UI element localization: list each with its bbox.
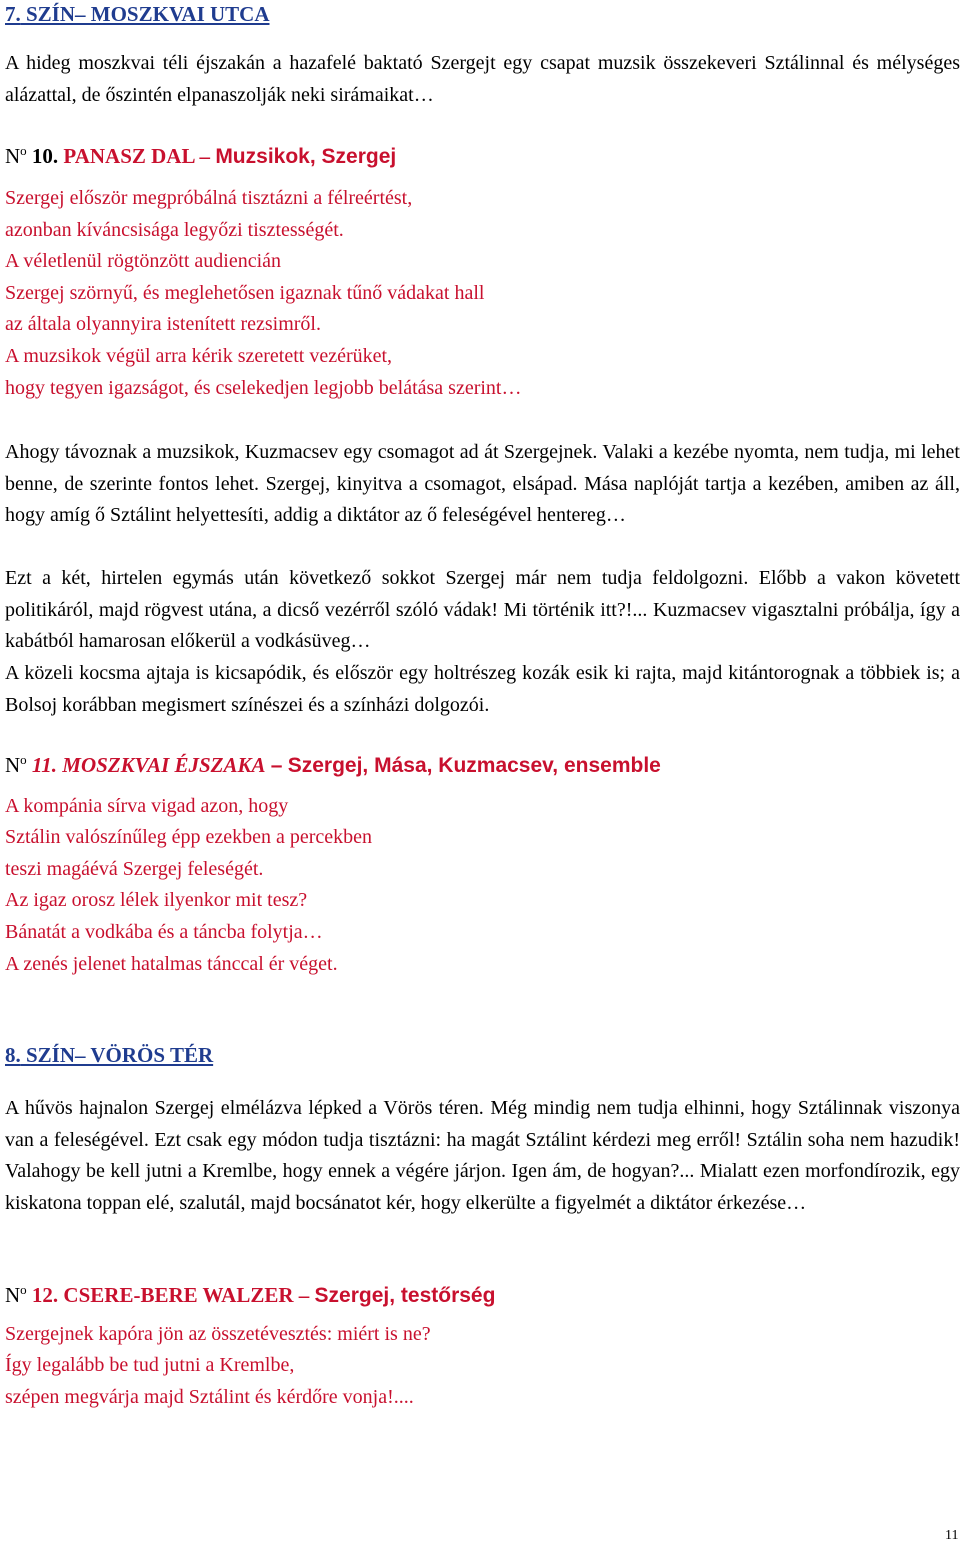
song-10-line: A muzsikok végül arra kérik szeretett vezérüket, <box>5 345 393 367</box>
song-10-line: A véletlenül rögtönzött audiencián <box>5 250 282 272</box>
song-10-line: Szergej először megpróbálná tisztázni a félreértést, <box>5 187 413 209</box>
song-11-line: teszi magáévá Szergej feleségét. <box>5 858 264 880</box>
song-10-line: hogy tegyen igazságot, és cselekedjen legjobb belátása szerint… <box>5 377 522 399</box>
song-11-heading <box>5 752 661 778</box>
scene-8-number: 8. <box>5 1043 21 1067</box>
song-11-n: N <box>5 753 21 777</box>
scene-7-number: 7. <box>5 2 21 26</box>
song-12-line: Így legalább be tud jutni a Kremlbe, <box>5 1354 295 1376</box>
song-10-title: PANASZ DAL – <box>63 144 211 168</box>
song-12-line: Szergejnek kapóra jön az összetévesztés: miért is ne? <box>5 1323 431 1345</box>
song-10-number: 10. <box>31 144 59 168</box>
song-11-line: A zenés jelenet hatalmas tánccal ér véget. <box>5 953 338 975</box>
scene-8-heading <box>5 1043 213 1068</box>
song-11-number: 11. <box>31 753 58 777</box>
page-number: 11 <box>945 1528 959 1543</box>
song-11-line: A kompánia sírva vigad azon, hogy <box>5 795 289 817</box>
song-10-after-paragraph: A közeli kocsma ajtaja is kicsapódik, és először egy holtrészeg kozák esik ki rajta, majd kitántorognak a többiek is; a Bolsoj korábban megismert színészei és a színházi dolgozói. <box>5 662 960 716</box>
song-10-line: azonban kíváncsisága legyőzi tisztességét. <box>5 219 344 241</box>
scene-7-intro: A hideg moszkvai téli éjszakán a hazafelé baktató Szergejt egy csapat muzsik összekeveri Sztálinnal és mélységes alázattal, de őszintén elpanaszolják neki sirámaikat… <box>5 52 960 106</box>
song-11-line: Bánatát a vodkába és a táncba folytja… <box>5 921 323 943</box>
scene-8-title: SZÍN– VÖRÖS TÉR <box>26 1043 214 1067</box>
song-12-number: 12. <box>31 1283 59 1307</box>
scene-7-title: SZÍN– MOSZKVAI UTCA <box>26 2 270 26</box>
song-10-sup: o <box>20 143 27 158</box>
song-11-sup: o <box>20 752 27 767</box>
song-10-cast: Muzsikok, Szergej <box>215 145 397 168</box>
song-12-cast: Szergej, testőrség <box>314 1284 496 1307</box>
song-12-line: szépen megvárja majd Sztálint és kérdőre vonja!.... <box>5 1386 414 1408</box>
scene-8-paragraph: A hűvös hajnalon Szergej elmélázva lépked a Vörös téren. Még mindig nem tudja elhinni, hogy Sztálinnak viszonya van a feleségével. Ezt csak egy módon tudja tisztázni: ha magát Sztálint kérdezi meg erről! Sztálin soha nem hazudik! Valahogy be kell jutni a Kremlbe, hogy ennek a végére járjon. Igen ám, de hogyan?... Mialatt ezen morfondírozik, egy kiskatona toppan elé, szalutál, majd bocsánatot kér, hogy elkerülte a figyelmét a diktátor érkezése… <box>5 1097 960 1214</box>
song-11-line: Az igaz orosz lélek ilyenkor mit tesz? <box>5 889 308 911</box>
song-10-after-paragraph: Ezt a két, hirtelen egymás után következő sokkot Szergej már nem tudja feldolgozni. Előbb a vakon követett politikáról, majd rögvest utána, a dicső vezérről szóló vádak! Mi történik itt?!... Kuzmacsev vigasztalni próbálja, így a kabátból hamarosan előkerül a vodkásüveg… <box>5 567 960 652</box>
song-11-dash: – <box>270 754 283 777</box>
song-11-cast: Szergej, Mása, Kuzmacsev, ensemble <box>287 754 661 777</box>
song-12-sup: o <box>20 1282 27 1297</box>
song-12-heading <box>5 1282 495 1308</box>
song-11-line: Sztálin valószínűleg épp ezekben a percekben <box>5 826 373 848</box>
song-10-line: az általa olyannyira istenített rezsimről. <box>5 313 321 335</box>
song-12-n: N <box>5 1283 21 1307</box>
song-10-line: Szergej szörnyű, és meglehetősen igaznak tűnő vádakat hall <box>5 282 485 304</box>
song-11-title: MOSZKVAI ÉJSZAKA <box>62 753 266 777</box>
scene-7-heading <box>5 2 270 27</box>
song-10-after-paragraph: Ahogy távoznak a muzsikok, Kuzmacsev egy csomagot ad át Szergejnek. Valaki a kezébe nyomta, nem tudja, mi lehet benne, de szerinte fontos lehet. Szergej, kinyitva a csomagot, elsápad. Mása naplóját tartja a kezében, amiben az áll, hogy amíg ő Sztálint helyettesíti, addig a diktátor az ő feleségével hentereg… <box>5 441 960 526</box>
song-10-n: N <box>5 144 21 168</box>
song-12-title: CSERE-BERE WALZER – <box>63 1283 310 1307</box>
song-10-heading <box>5 143 396 169</box>
